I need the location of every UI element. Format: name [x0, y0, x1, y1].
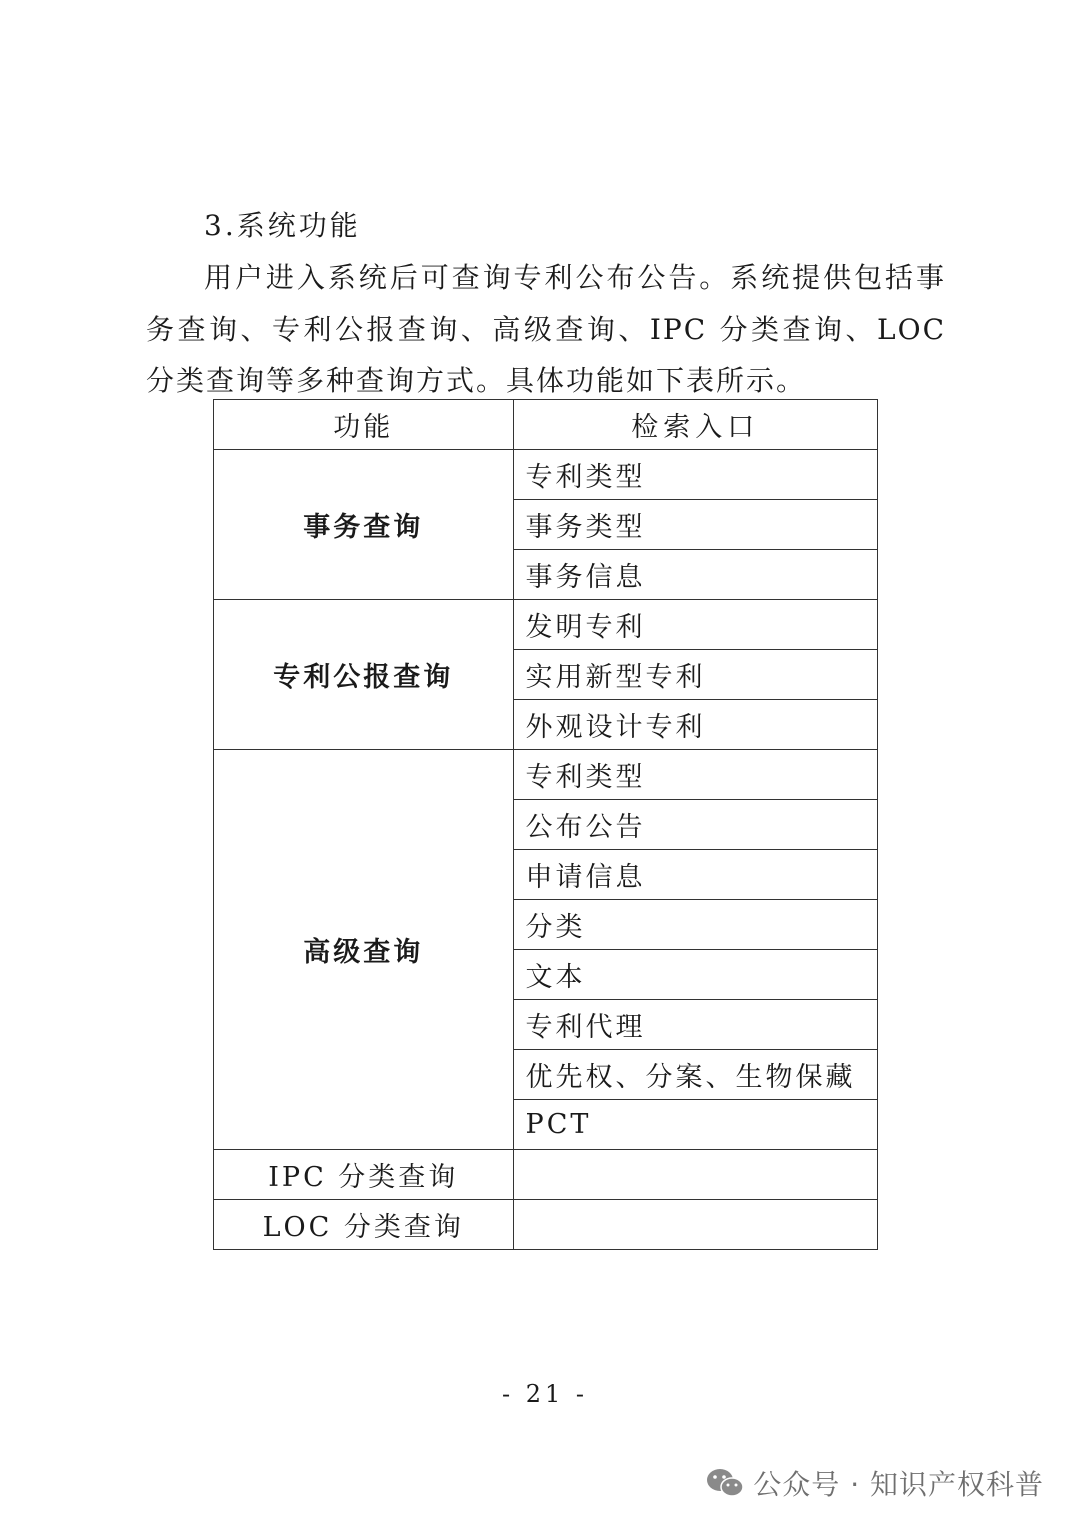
- search-entry-cell: 优先权、分案、生物保藏: [513, 1050, 877, 1100]
- search-entry-cell: 申请信息: [513, 850, 877, 900]
- search-entry-cell: 专利类型: [513, 750, 877, 800]
- function-cell: 事务查询: [214, 450, 514, 600]
- search-entry-cell: 事务信息: [513, 550, 877, 600]
- page-number: - 21 -: [501, 1380, 588, 1408]
- search-entry-cell: 专利类型: [513, 450, 877, 500]
- function-cell: IPC 分类查询: [214, 1150, 514, 1200]
- function-cell: LOC 分类查询: [214, 1200, 514, 1250]
- wechat-icon: [705, 1467, 745, 1499]
- watermark: [705, 1463, 1044, 1503]
- table-row: [214, 450, 878, 500]
- search-entry-cell: 专利代理: [513, 1000, 877, 1050]
- search-entry-cell: [513, 1150, 877, 1200]
- search-entry-cell: 发明专利: [513, 600, 877, 650]
- section-heading: 3.系统功能: [204, 209, 361, 242]
- header-function: 功能: [214, 400, 514, 450]
- search-entry-cell: 外观设计专利: [513, 700, 877, 750]
- search-entry-cell: [513, 1200, 877, 1250]
- function-table: [213, 399, 878, 1250]
- function-cell: 专利公报查询: [214, 600, 514, 750]
- search-entry-cell: PCT: [513, 1100, 877, 1150]
- search-entry-cell: 公布公告: [513, 800, 877, 850]
- search-entry-cell: 分类: [513, 900, 877, 950]
- table-row: [214, 1150, 878, 1200]
- table-row: [214, 1200, 878, 1250]
- search-entry-cell: 文本: [513, 950, 877, 1000]
- table-row: [214, 600, 878, 650]
- table-header-row: [214, 400, 878, 450]
- function-cell: 高级查询: [214, 750, 514, 1150]
- watermark-text: 公众号 · 知识产权科普: [753, 1468, 1044, 1501]
- table-body: [214, 450, 878, 1250]
- search-entry-cell: 实用新型专利: [513, 650, 877, 700]
- table-row: [214, 750, 878, 800]
- section-paragraph: 用户进入系统后可查询专利公布公告。系统提供包括事务查询、专利公报查询、高级查询、IPC 分类查询、LOC 分类查询等多种查询方式。具体功能如下表所示。: [146, 261, 946, 397]
- header-search-entry: 检索入口: [513, 400, 877, 450]
- search-entry-cell: 事务类型: [513, 500, 877, 550]
